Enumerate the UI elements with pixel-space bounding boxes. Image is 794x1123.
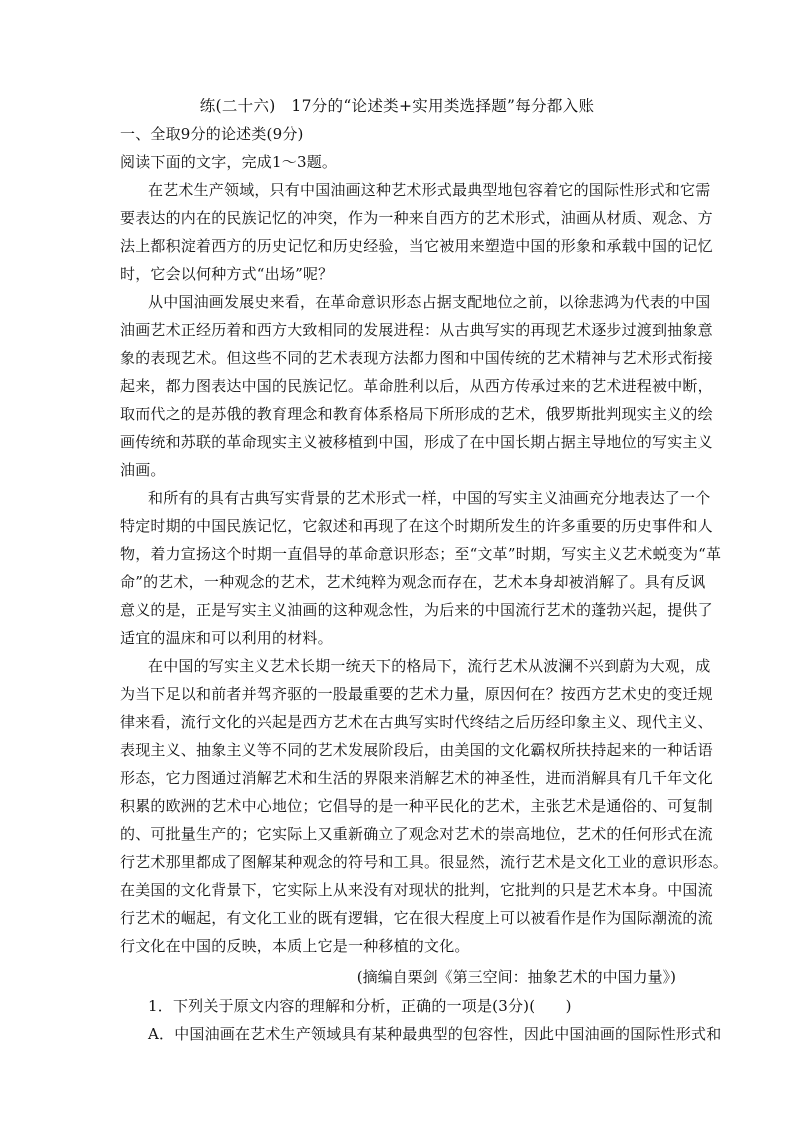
paragraph-3-line-5: 意义的是，正是写实主义油画的这种观念性，为后来的中国流行艺术的蓬勃兴起，提供了 xyxy=(120,601,713,619)
paragraph-1-line-4: 时，它会以何种方式“出场”呢？ xyxy=(120,265,334,283)
paragraph-4-line-5: 形态，它力图通过消解艺术和生活的界限来消解艺术的神圣性，进而消解具有几千年文化 xyxy=(120,769,713,787)
paragraph-4-line-6: 积累的欧洲的艺术中心地位；它倡导的是一种平民化的艺术，主张艺术是通俗的、可复制 xyxy=(120,797,713,815)
paragraph-2-line-1: 从中国油画发展史来看，在革命意识形态占据支配地位之前，以徐悲鸿为代表的中国 xyxy=(148,293,711,311)
page-title: 练(二十六) 17分的“论述类+实用类选择题”每分都入账 xyxy=(199,97,595,115)
paragraph-4-line-7: 的、可批量生产的；它实际上又重新确立了观念对艺术的崇高地位，艺术的任何形式在流 xyxy=(120,825,713,843)
paragraph-4-line-2: 为当下足以和前者并驾齐驱的一股最重要的艺术力量，原因何在？按西方艺术史的变迁规 xyxy=(120,685,713,703)
paragraph-2-line-4: 起来，都力图表达中国的民族记忆。革命胜利以后，从西方传承过来的艺术进程被中断， xyxy=(120,377,713,395)
paragraph-4-line-10: 行艺术的崛起，有文化工业的既有逻辑，它在很大程度上可以被看作是作为国际潮流的流 xyxy=(120,909,713,927)
paragraph-1-line-1: 在艺术生产领域，只有中国油画这种艺术形式最典型地包容着它的国际性形式和它需 xyxy=(148,181,711,199)
paragraph-2-line-2: 油画艺术正经历着和西方大致相同的发展进程：从古典写实的再现艺术逐步过渡到抽象意 xyxy=(120,321,713,339)
source-citation: (摘编自栗剑《第三空间：抽象艺术的中国力量》) xyxy=(356,968,676,986)
paragraph-1-line-2: 要表达的内在的民族记忆的冲突，作为一种来自西方的艺术形式，油画从材质、观念、方 xyxy=(120,209,713,227)
paragraph-2-line-7: 油画。 xyxy=(120,461,166,479)
paragraph-4-line-11: 行文化在中国的反映，本质上它是一种移植的文化。 xyxy=(120,937,470,955)
paragraph-1-line-3: 法上都积淀着西方的历史记忆和历史经验，当它被用来塑造中国的形象和承载中国的记忆 xyxy=(120,237,713,255)
paragraph-2-line-3: 象的表现艺术。但这些不同的艺术表现方法都力图和中国传统的艺术精神与艺术形式衔接 xyxy=(120,349,713,367)
question-1: 1．下列关于原文内容的理解和分析，正确的一项是(3分)( ) xyxy=(148,997,572,1015)
paragraph-4-line-8: 行艺术那里都成了图解某种观念的符号和工具。很显然，流行艺术是文化工业的意识形态。 xyxy=(120,853,729,871)
paragraph-4-line-3: 律来看，流行文化的兴起是西方艺术在古典写实时代终结之后历经印象主义、现代主义、 xyxy=(120,713,713,731)
section-heading: 一、全取9分的论述类(9分) xyxy=(120,125,304,143)
paragraph-4-line-4: 表现主义、抽象主义等不同的艺术发展阶段后，由美国的文化霸权所扶持起来的一种话语 xyxy=(120,741,713,759)
paragraph-2-line-5: 取而代之的是苏俄的教育理念和教育体系格局下所形成的艺术，俄罗斯批判现实主义的绘 xyxy=(120,405,713,423)
paragraph-3-line-4: 命”的艺术，一种观念的艺术，艺术纯粹为观念而存在，艺术本身却被消解了。具有反讽 xyxy=(120,573,706,591)
paragraph-3-line-3: 物，着力宣扬这个时期一直倡导的革命意识形态；至“文革”时期，写实主义艺术蜕变为“革 xyxy=(120,545,722,563)
paragraph-3-line-2: 特定时期的中国民族记忆，它叙述和再现了在这个时期所发生的许多重要的历史事件和人 xyxy=(120,517,713,535)
paragraph-4-line-1: 在中国的写实主义艺术长期一统天下的格局下，流行艺术从波澜不兴到蔚为大观，成 xyxy=(148,657,711,675)
paragraph-4-line-9: 在美国的文化背景下，它实际上从来没有对现状的批判，它批判的只是艺术本身。中国流 xyxy=(120,881,713,899)
instruction: 阅读下面的文字，完成1～3题。 xyxy=(120,153,338,171)
paragraph-3-line-1: 和所有的具有古典写实背景的艺术形式一样，中国的写实主义油画充分地表达了一个 xyxy=(148,489,711,507)
paragraph-3-line-6: 适宜的温床和可以利用的材料。 xyxy=(120,629,333,647)
paragraph-2-line-6: 画传统和苏联的革命现实主义被移植到中国，形成了在中国长期占据主导地位的写实主义 xyxy=(120,433,713,451)
question-1-option-a: A．中国油画在艺术生产领域具有某种最典型的包容性，因此中国油画的国际性形式和 xyxy=(148,1025,722,1043)
